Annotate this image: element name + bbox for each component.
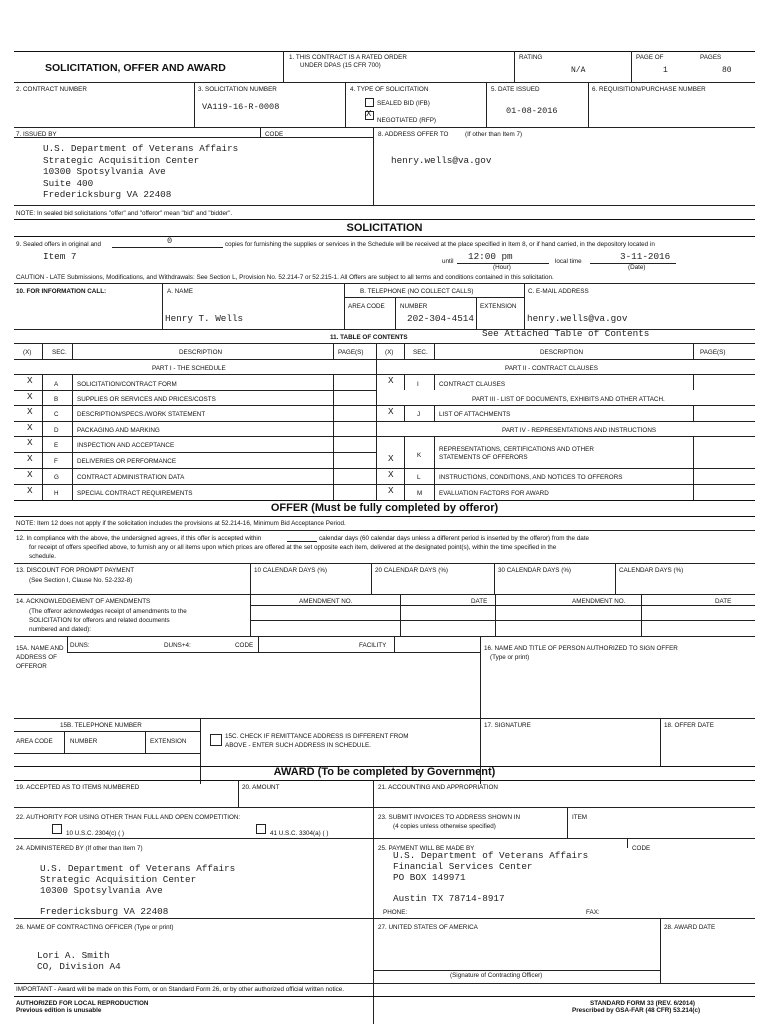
requisition-label: 6. REQUISITION/PURCHASE NUMBER xyxy=(592,86,706,93)
contract-number-label: 2. CONTRACT NUMBER xyxy=(16,86,87,93)
sealed-bid-checkbox[interactable] xyxy=(365,98,374,107)
depository-item: Item 7 xyxy=(43,251,77,262)
footer-prescribed: Prescribed by GSA-FAR (48 CFR) 53.214(c) xyxy=(572,1007,701,1014)
administered-by-city: Fredericksburg VA 22408 xyxy=(40,906,169,917)
address-offer-value: henry.wells@va.gov xyxy=(391,155,492,166)
info-call-label: 10. FOR INFORMATION CALL: xyxy=(16,288,107,295)
remittance-checkbox[interactable] xyxy=(210,734,222,746)
due-date: 3-11-2016 xyxy=(620,251,671,262)
pages-value: 80 xyxy=(722,66,732,75)
rating-value: N/A xyxy=(571,66,586,75)
type-of-solicitation-label: 4. TYPE OF SOLICITATION xyxy=(350,86,429,93)
contact-email: henry.wells@va.gov xyxy=(527,313,628,324)
footer-standard-form: STANDARD FORM 33 (REV. 6/2014) xyxy=(590,1000,695,1007)
award-heading: AWARD (To be completed by Government) xyxy=(273,766,496,778)
usc10-checkbox[interactable] xyxy=(52,824,62,834)
offer-heading: OFFER (Must be fully completed by offeror) xyxy=(270,502,499,514)
page-value: 1 xyxy=(663,66,668,75)
contact-phone: 202-304-4514 xyxy=(407,313,474,324)
footer-reproduction: AUTHORIZED FOR LOCAL REPRODUCTION xyxy=(16,1000,149,1007)
top-border xyxy=(14,51,755,52)
page-of-label: PAGE OF xyxy=(636,54,664,61)
contracting-officer-name: Lori A. Smith xyxy=(37,950,110,961)
copies-value: 0 xyxy=(167,236,173,246)
footer-previous-edition: Previous edition is unusable xyxy=(16,1007,102,1014)
rating-label: RATING xyxy=(519,54,543,61)
administered-by-address: U.S. Department of Veterans Affairs Strategic Acquisition Center 10300 Spotsylvania Ave xyxy=(40,863,236,897)
usc41-checkbox[interactable] xyxy=(256,824,266,834)
payment-city: Austin TX 78714-8917 xyxy=(393,893,505,904)
toc-row-a-mark: X xyxy=(27,375,33,386)
rated-order-label: 1. THIS CONTRACT IS A RATED ORDER xyxy=(289,54,407,61)
issued-by-address: U.S. Department of Veterans Affairs Strategic Acquisition Center 10300 Spotsylvania Ave Suite 400 Fredericksburg VA 22408 xyxy=(43,143,239,201)
contracting-officer-title: CO, Division A4 xyxy=(37,961,121,972)
toc-heading: 11. TABLE OF CONTENTS xyxy=(330,334,408,341)
contact-name: Henry T. Wells xyxy=(165,313,244,324)
payment-address: U.S. Department of Veterans Affairs Financial Services Center PO BOX 149971 xyxy=(393,850,589,884)
form-title: SOLICITATION, OFFER AND AWARD xyxy=(45,62,226,74)
issued-by-label: 7. ISSUED BY xyxy=(16,131,57,138)
see-attached-toc: See Attached Table of Contents xyxy=(482,328,650,339)
until-time: 12:00 pm xyxy=(468,251,513,262)
negotiated-mark: X xyxy=(366,109,372,119)
pages-label: PAGES xyxy=(700,54,722,61)
solicitation-number-label: 3. SOLICITATION NUMBER xyxy=(198,86,277,93)
date-issued-label: 5. DATE ISSUED xyxy=(491,86,540,93)
caution-note: CAUTION - LATE Submissions, Modifications, and Withdrawals: See Section L, Provision No. 52.214-7 or 52.215-1. All Offers are subject to all terms and conditions contained in this solicitation. xyxy=(16,274,554,281)
important-note: IMPORTANT - Award will be made on this Form, or on Standard Form 26, or by other authorized official written notice. xyxy=(16,986,345,993)
solicitation-heading: SOLICITATION xyxy=(346,222,423,234)
address-offer-label: 8. ADDRESS OFFER TO xyxy=(378,131,449,138)
solicitation-number: VA119-16-R-0008 xyxy=(202,102,280,112)
sealed-bid-note: NOTE: In sealed bid solicitations "offer" and "offeror" mean "bid" and "bidder". xyxy=(16,210,233,217)
date-issued: 01-08-2016 xyxy=(506,106,558,116)
